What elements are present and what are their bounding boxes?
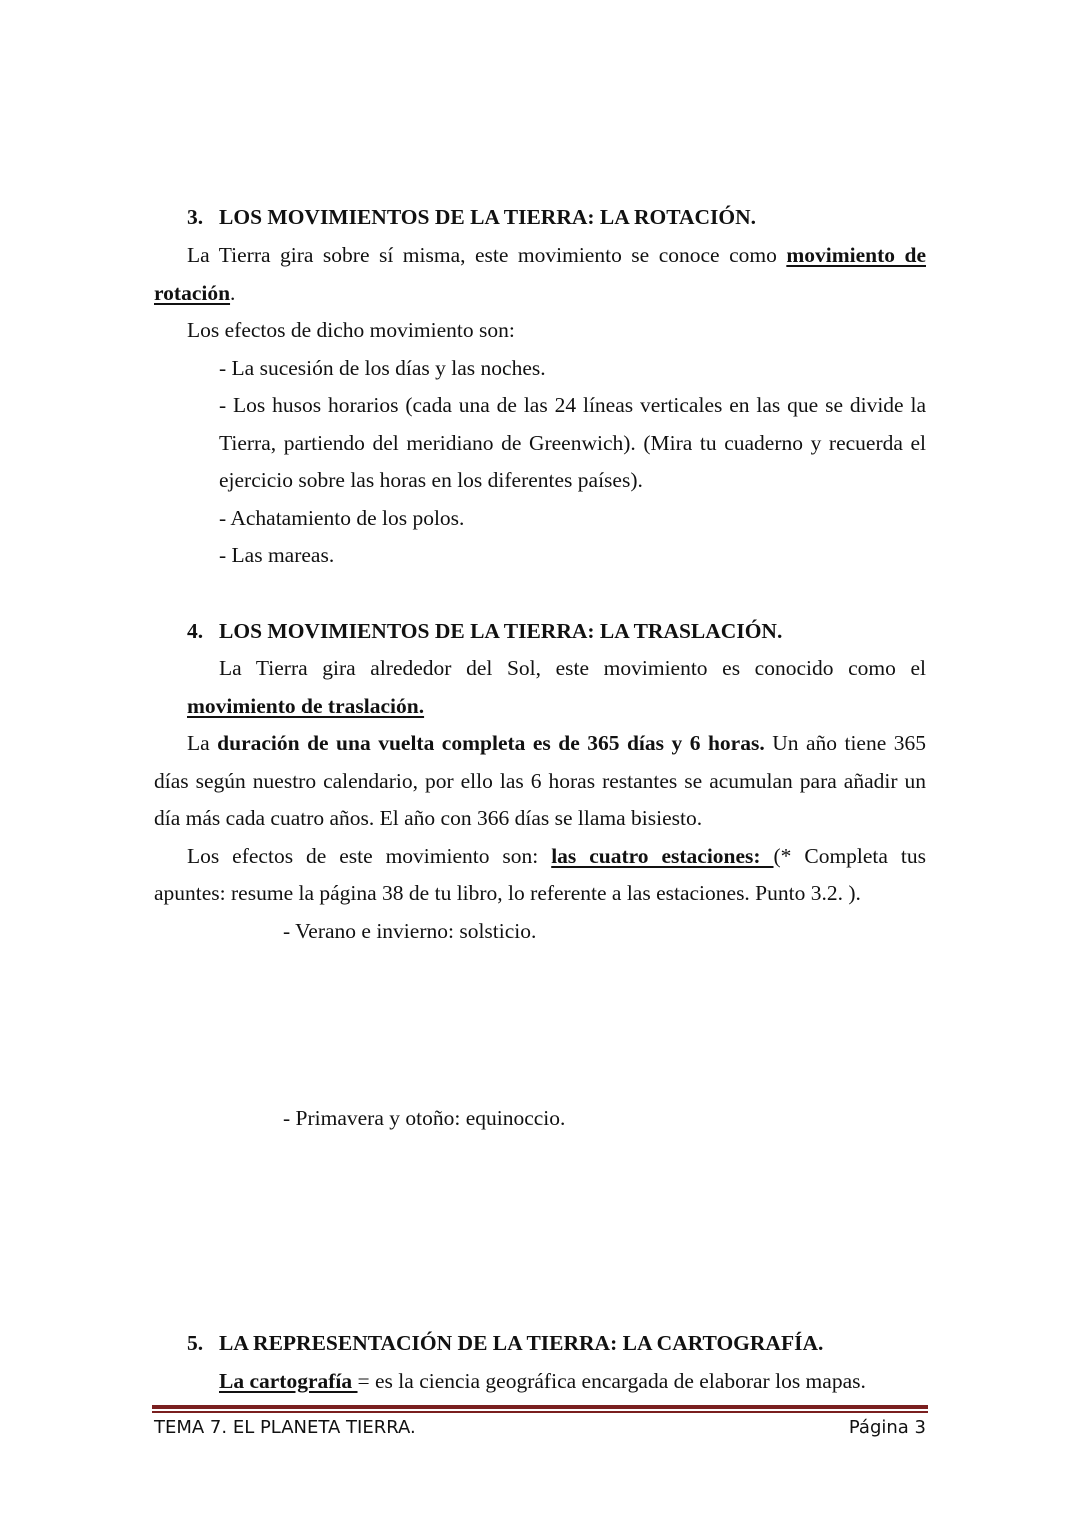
section-5-definition	[219, 1367, 866, 1395]
season-item-2: - Primavera y otoño: equinoccio.	[283, 1106, 566, 1130]
season-item-1: - Verano e invierno: solsticio.	[283, 919, 537, 943]
effect-item-1: - La sucesión de los días y las noches.	[219, 356, 546, 380]
section-3-intro-line2	[154, 279, 235, 307]
effect-item-2-line3: ejercicio sobre las horas en los diferentes países).	[219, 468, 643, 492]
term-movimiento-de-traslacion: movimiento de traslación.	[187, 694, 425, 718]
section-4-title: LOS MOVIMIENTOS DE LA TIERRA: LA TRASLACIÓN.	[219, 619, 783, 643]
effects-post: (* Completa tus	[773, 844, 926, 868]
section-4-intro-line2	[187, 692, 424, 720]
footer-rule-thin	[152, 1411, 928, 1413]
footer-rule-thick	[152, 1405, 928, 1409]
duration-pre: La	[187, 731, 218, 755]
section-4-duration-line2: días según nuestro calendario, por ello las 6 horas restantes se acumulan para añadir un	[154, 769, 926, 793]
section-5-title: LA REPRESENTACIÓN DE LA TIERRA: LA CARTOGRAFÍA.	[219, 1331, 824, 1355]
section-3-heading	[187, 203, 756, 231]
section-4-heading	[187, 617, 782, 645]
section-3-title: LOS MOVIMIENTOS DE LA TIERRA: LA ROTACIÓN.	[219, 205, 757, 229]
section-4-duration-line1	[187, 729, 926, 757]
term-movimiento-de: movimiento de	[786, 243, 926, 267]
section-4-number: 4.	[187, 619, 204, 643]
effect-item-2-line1: - Los husos horarios (cada una de las 24 líneas verticales en las que se divide la	[219, 393, 926, 417]
effect-item-2-line2: Tierra, partiendo del meridiano de Greenwich). (Mira tu cuaderno y recuerda el	[219, 431, 926, 455]
section-3-intro-text: La Tierra gira sobre sí misma, este movimiento se conoce como	[187, 243, 787, 267]
effect-item-4: - Las mareas.	[219, 543, 335, 567]
term-rotacion: rotación	[154, 281, 231, 305]
section-5-number: 5.	[187, 1331, 204, 1355]
section-5-heading	[187, 1329, 823, 1357]
definition-text: = es la ciencia geográfica encargada de elaborar los mapas.	[357, 1369, 866, 1393]
footer-page-number: Página 3	[848, 1417, 926, 1438]
section-4-duration-line3: día más cada cuatro años. El año con 366 días se llama bisiesto.	[154, 806, 703, 830]
section-3-intro-end: .	[230, 281, 236, 305]
term-las-cuatro-estaciones: las cuatro estaciones:	[551, 844, 774, 868]
duration-bold: duración de una vuelta completa es de 365 días y 6 horas.	[217, 731, 765, 755]
section-4-effects-line2: apuntes: resume la página 38 de tu libro, lo referente a las estaciones. Punto 3.2. ).	[154, 881, 861, 905]
section-3-effects-intro: Los efectos de dicho movimiento son:	[187, 318, 515, 342]
section-3-number: 3.	[187, 205, 204, 229]
section-4-intro-line1: La Tierra gira alrededor del Sol, este movimiento es conocido como el	[219, 656, 926, 680]
effects-pre: Los efectos de este movimiento son:	[187, 844, 552, 868]
footer-title: TEMA 7. EL PLANETA TIERRA.	[154, 1417, 416, 1438]
duration-post: Un año tiene 365	[764, 731, 926, 755]
section-4-effects-line1	[187, 842, 926, 870]
effect-item-3: - Achatamiento de los polos.	[219, 506, 465, 530]
section-3-intro-line1	[187, 241, 926, 269]
term-la-cartografia: La cartografía	[219, 1369, 358, 1393]
